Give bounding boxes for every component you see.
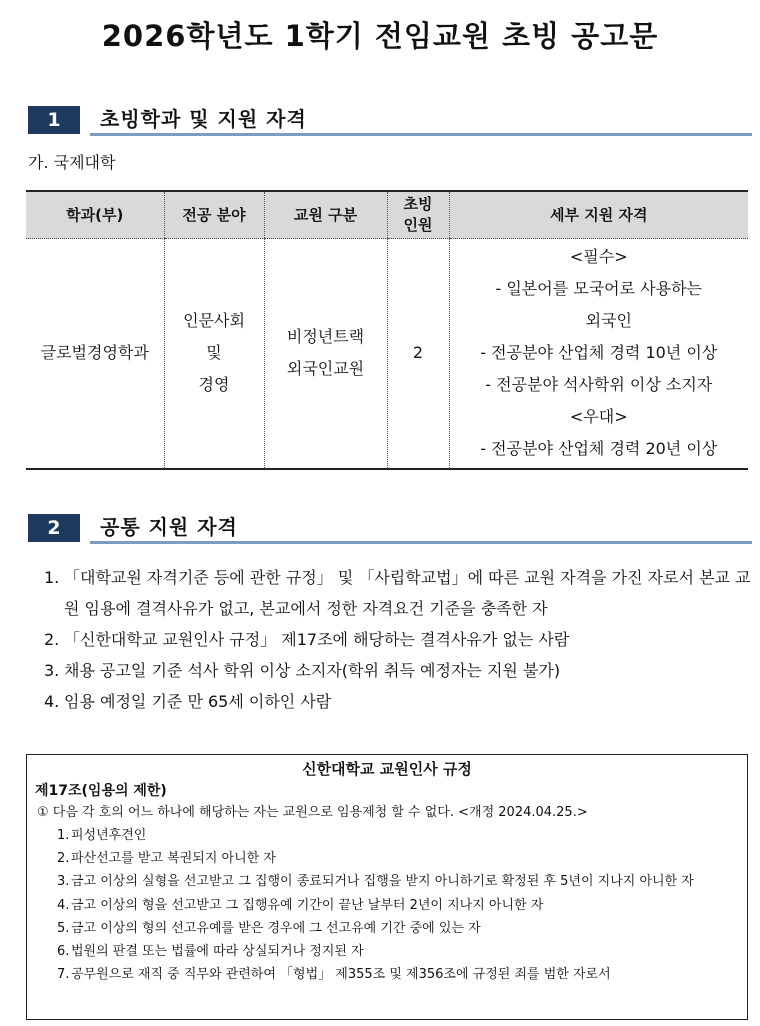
regulation-item-text: 금고 이상의 실형을 선고받고 그 집행이 종료되거나 집행을 받지 아니하기로 확정된 후 5년이 지나지 아니한 자 (71, 874, 694, 890)
list-item (57, 824, 747, 847)
list-item (57, 870, 747, 893)
cell-field (164, 239, 264, 469)
list-item (44, 655, 752, 686)
section-1-header (28, 104, 752, 138)
section-divider (90, 541, 752, 544)
list-item-text: 「대학교원 자격기준 등에 관한 규정」 및 「사립학교법」에 따른 교원 자격을 가진 자로서 본교 교원 임용에 결격사유가 없고, 본교에서 정한 자격요건 기준을 충족한 자 (64, 568, 751, 618)
detail-line: - 전공분야 석사학위 이상 소지자 (485, 375, 713, 395)
cell-field-line: 인문사회 (183, 311, 245, 331)
section-number: 2 (28, 514, 80, 542)
regulation-item-text: 금고 이상의 형을 선고받고 그 집행유예 기간이 끝난 날부터 2년이 지나지 아니한 자 (71, 897, 544, 913)
section-divider (90, 133, 752, 136)
regulation-items (57, 824, 747, 986)
list-item-text: 「신한대학교 교원인사 규정」 제17조에 해당하는 결격사유가 없는 사람 (64, 630, 570, 649)
section-title: 공통 지원 자격 (100, 515, 238, 539)
header-count-line: 인원 (403, 216, 433, 234)
cell-field-line: 경영 (198, 375, 230, 395)
table-header-row (26, 191, 748, 239)
regulation-item-text: 피성년후견인 (71, 828, 147, 843)
section-title: 초빙학과 및 지원 자격 (100, 107, 307, 131)
list-item (57, 894, 747, 917)
list-item-number: 1. (44, 568, 60, 587)
cell-type-line: 비정년트랙 (286, 327, 365, 347)
list-item (44, 562, 752, 624)
regulation-item-number: 5. (57, 920, 70, 936)
detail-line: - 일본어를 모국어로 사용하는 (495, 279, 702, 299)
list-item (57, 963, 747, 986)
detail-line: <우대> (569, 407, 628, 427)
list-item-text: 임용 예정일 기준 만 65세 이하인 사람 (64, 692, 332, 711)
regulation-item-text: 공무원으로 재직 중 직무와 관련하여 「형법」 제355조 및 제356조에 규정된 죄를 범한 자로서 (71, 967, 611, 983)
section-number: 1 (28, 106, 80, 134)
regulation-item-text: 금고 이상의 형의 선고유예를 받은 경우에 그 선고유예 기간 중에 있는 자 (71, 920, 481, 936)
regulation-article: 제17조(임용의 제한) (35, 783, 167, 799)
common-qualifications-list (44, 562, 752, 717)
regulation-item-number: 6. (57, 944, 70, 960)
regulation-item-text: 파산선고를 받고 복권되지 아니한 자 (71, 851, 276, 867)
list-item (44, 686, 752, 717)
regulation-title: 신한대학교 교원인사 규정 (302, 760, 472, 778)
list-item (57, 917, 747, 940)
header-count-line: 초빙 (403, 195, 433, 213)
list-item-number: 2. (44, 630, 60, 649)
table-row (26, 239, 748, 469)
header-type: 교원 구분 (264, 191, 387, 239)
cell-department: 글로벌경영학과 (26, 239, 164, 469)
college-subheading: 가. 국제대학 (28, 153, 116, 172)
detail-line: 외국인 (585, 311, 632, 331)
recruitment-table (26, 190, 748, 470)
list-item (57, 940, 747, 963)
detail-line: <필수> (569, 247, 628, 267)
header-details: 세부 지원 자격 (449, 191, 748, 239)
regulation-item-text: 법원의 판결 또는 법률에 따라 상실되거나 정지된 자 (71, 944, 364, 960)
list-item-number: 3. (44, 661, 60, 680)
header-count (387, 191, 449, 239)
cell-type-line: 외국인교원 (286, 359, 365, 379)
regulation-item-number: 4. (57, 897, 70, 913)
header-field: 전공 분야 (164, 191, 264, 239)
cell-count: 2 (387, 239, 449, 469)
page-title: 2026학년도 1학기 전임교원 초빙 공고문 (101, 19, 659, 53)
list-item (44, 624, 752, 655)
regulation-item-number: 2. (57, 851, 70, 867)
regulation-box (26, 754, 748, 1020)
cell-details (449, 239, 748, 469)
detail-line: - 전공분야 산업체 경력 10년 이상 (480, 343, 718, 363)
regulation-item-number: 7. (57, 967, 70, 983)
regulation-item-number: 1. (57, 828, 70, 843)
list-item-text: 채용 공고일 기준 석사 학위 이상 소지자(학위 취득 예정자는 지원 불가) (64, 661, 561, 680)
list-item-number: 4. (44, 692, 60, 711)
regulation-paragraph: ① 다음 각 호의 어느 하나에 해당하는 자는 교원으로 임용제청 할 수 없다. <개정 2024.04.25.> (37, 805, 588, 820)
cell-type (264, 239, 387, 469)
cell-field-line: 및 (206, 343, 222, 363)
detail-line: - 전공분야 산업체 경력 20년 이상 (480, 439, 718, 459)
list-item (57, 847, 747, 870)
regulation-item-number: 3. (57, 874, 70, 890)
section-2-header (28, 512, 752, 546)
header-department: 학과(부) (26, 191, 164, 239)
